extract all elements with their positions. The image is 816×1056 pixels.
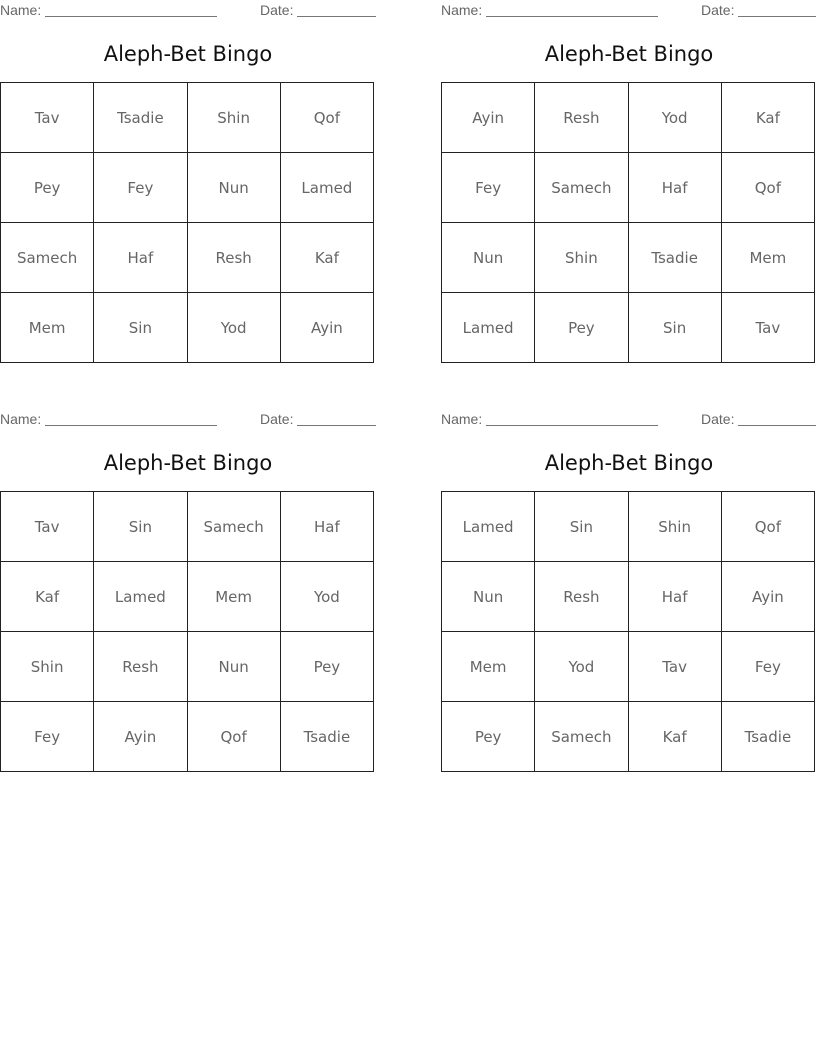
grid-cell: Haf bbox=[628, 562, 721, 632]
grid-cell: Fey bbox=[94, 153, 187, 223]
grid-cell: Lamed bbox=[280, 153, 373, 223]
name-date-row bbox=[0, 0, 376, 22]
grid-row bbox=[442, 293, 815, 363]
grid-cell: Qof bbox=[280, 83, 373, 153]
grid-cell: Ayin bbox=[94, 702, 187, 772]
grid-row bbox=[442, 702, 815, 772]
name-label: Name: bbox=[0, 2, 42, 18]
grid-cell: Samech bbox=[1, 223, 94, 293]
name-date-row bbox=[441, 409, 816, 431]
name-blank-line[interactable] bbox=[45, 16, 217, 17]
grid-cell: Nun bbox=[442, 223, 535, 293]
grid-cell: Mem bbox=[442, 632, 535, 702]
grid-cell: Nun bbox=[187, 632, 280, 702]
grid-cell: Haf bbox=[94, 223, 187, 293]
date-label: Date: bbox=[260, 2, 294, 18]
grid-cell: Pey bbox=[1, 153, 94, 223]
grid-cell: Tsadie bbox=[280, 702, 373, 772]
name-date-row bbox=[441, 0, 816, 22]
grid-cell: Samech bbox=[187, 492, 280, 562]
grid-cell: Shin bbox=[1, 632, 94, 702]
bingo-card-3 bbox=[0, 409, 376, 772]
grid-cell: Ayin bbox=[721, 562, 814, 632]
grid-row bbox=[442, 632, 815, 702]
name-label: Name: bbox=[0, 411, 42, 427]
date-blank-line[interactable] bbox=[738, 16, 816, 17]
grid-cell: Lamed bbox=[94, 562, 187, 632]
name-blank-line[interactable] bbox=[486, 16, 658, 17]
grid-cell: Fey bbox=[721, 632, 814, 702]
grid-cell: Tsadie bbox=[94, 83, 187, 153]
grid-cell: Haf bbox=[280, 492, 373, 562]
grid-cell: Sin bbox=[94, 492, 187, 562]
grid-cell: Fey bbox=[442, 153, 535, 223]
grid-cell: Resh bbox=[535, 83, 628, 153]
grid-cell: Kaf bbox=[721, 83, 814, 153]
grid-cell: Yod bbox=[187, 293, 280, 363]
grid-cell: Ayin bbox=[280, 293, 373, 363]
bingo-grid bbox=[441, 491, 815, 772]
card-title: Aleph-Bet Bingo bbox=[544, 42, 714, 66]
grid-row bbox=[1, 632, 374, 702]
grid-cell: Shin bbox=[187, 83, 280, 153]
grid-row bbox=[442, 223, 815, 293]
grid-cell: Sin bbox=[94, 293, 187, 363]
grid-cell: Tav bbox=[1, 492, 94, 562]
grid-cell: Ayin bbox=[442, 83, 535, 153]
grid-cell: Pey bbox=[442, 702, 535, 772]
grid-cell: Tsadie bbox=[721, 702, 814, 772]
bingo-grid bbox=[441, 82, 815, 363]
grid-row bbox=[1, 83, 374, 153]
date-blank-line[interactable] bbox=[738, 425, 816, 426]
date-label: Date: bbox=[701, 411, 735, 427]
grid-cell: Qof bbox=[721, 492, 814, 562]
grid-cell: Yod bbox=[280, 562, 373, 632]
grid-cell: Yod bbox=[535, 632, 628, 702]
grid-row bbox=[1, 153, 374, 223]
grid-row bbox=[1, 562, 374, 632]
date-label: Date: bbox=[701, 2, 735, 18]
grid-cell: Mem bbox=[721, 223, 814, 293]
grid-cell: Shin bbox=[535, 223, 628, 293]
grid-row bbox=[442, 492, 815, 562]
grid-cell: Tav bbox=[628, 632, 721, 702]
grid-cell: Sin bbox=[535, 492, 628, 562]
grid-cell: Sin bbox=[628, 293, 721, 363]
date-blank-line[interactable] bbox=[297, 16, 376, 17]
grid-cell: Nun bbox=[442, 562, 535, 632]
name-blank-line[interactable] bbox=[45, 425, 217, 426]
grid-cell: Kaf bbox=[280, 223, 373, 293]
grid-cell: Tav bbox=[721, 293, 814, 363]
grid-cell: Mem bbox=[187, 562, 280, 632]
grid-row bbox=[1, 293, 374, 363]
grid-cell: Tsadie bbox=[628, 223, 721, 293]
grid-cell: Mem bbox=[1, 293, 94, 363]
grid-row bbox=[1, 223, 374, 293]
grid-cell: Shin bbox=[628, 492, 721, 562]
bingo-card-1 bbox=[0, 0, 376, 363]
grid-cell: Yod bbox=[628, 83, 721, 153]
name-blank-line[interactable] bbox=[486, 425, 658, 426]
name-date-row bbox=[0, 409, 376, 431]
grid-cell: Fey bbox=[1, 702, 94, 772]
name-label: Name: bbox=[441, 411, 483, 427]
grid-cell: Qof bbox=[721, 153, 814, 223]
grid-cell: Kaf bbox=[1, 562, 94, 632]
grid-row bbox=[1, 702, 374, 772]
name-label: Name: bbox=[441, 2, 483, 18]
grid-cell: Lamed bbox=[442, 492, 535, 562]
date-label: Date: bbox=[260, 411, 294, 427]
grid-cell: Kaf bbox=[628, 702, 721, 772]
grid-cell: Pey bbox=[535, 293, 628, 363]
grid-cell: Qof bbox=[187, 702, 280, 772]
grid-cell: Lamed bbox=[442, 293, 535, 363]
grid-cell: Haf bbox=[628, 153, 721, 223]
grid-cell: Samech bbox=[535, 702, 628, 772]
date-blank-line[interactable] bbox=[297, 425, 376, 426]
grid-row bbox=[442, 83, 815, 153]
grid-cell: Resh bbox=[187, 223, 280, 293]
bingo-card-4 bbox=[441, 409, 816, 772]
bingo-grid bbox=[0, 82, 374, 363]
grid-row bbox=[442, 562, 815, 632]
bingo-card-2 bbox=[441, 0, 816, 363]
grid-cell: Samech bbox=[535, 153, 628, 223]
grid-cell: Pey bbox=[280, 632, 373, 702]
grid-row bbox=[442, 153, 815, 223]
card-title: Aleph-Bet Bingo bbox=[544, 451, 714, 475]
grid-cell: Nun bbox=[187, 153, 280, 223]
bingo-grid bbox=[0, 491, 374, 772]
card-title: Aleph-Bet Bingo bbox=[103, 42, 273, 66]
grid-cell: Resh bbox=[94, 632, 187, 702]
grid-cell: Resh bbox=[535, 562, 628, 632]
grid-cell: Tav bbox=[1, 83, 94, 153]
card-title: Aleph-Bet Bingo bbox=[103, 451, 273, 475]
grid-row bbox=[1, 492, 374, 562]
